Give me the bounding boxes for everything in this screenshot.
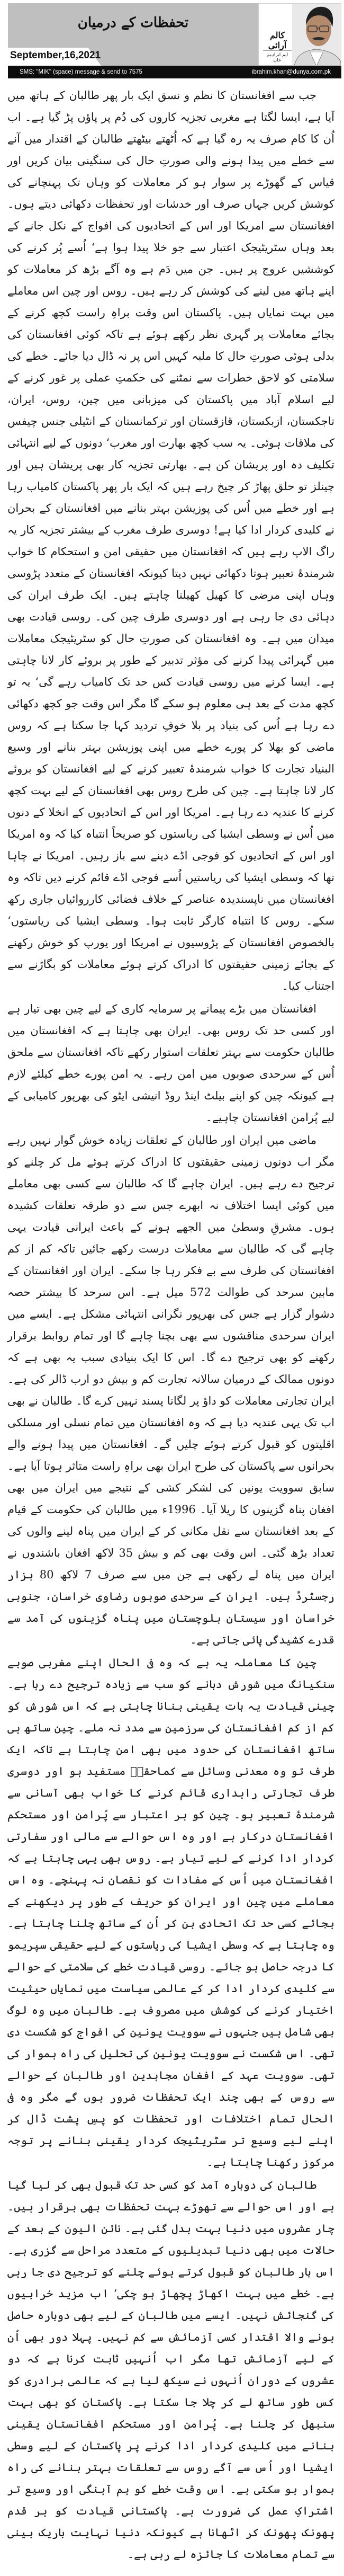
author-portrait-icon — [292, 4, 341, 66]
article-body — [0, 75, 344, 2576]
column-title: تحفظات کے درمیان — [77, 15, 189, 31]
paragraph: جب سے افغانستان کا نظم و نسق ایک بار پھر طالبان کے ہاتھ میں آیا ہے، ایسا لگتا ہے مغربی تجزیہ کاروں کی دُم پر پاؤں پڑ گیا ہے۔ اب اُن کا کام صرف یہ رہ گیا ہے کہ اُٹھتے بیٹھتے طالبان کے اقتدار میں آنے سے خطے میں پیدا ہونے والی صورتِ حال کی سنگینی بیان کریں اور قیاس کے گھوڑے پر سوار ہو کر معاملات کو وہاں تک پہنچانے کی کوشش کریں جہاں صرف اور خدشات اور تحفظات دکھائی دیتے ہوں۔ افغانستان سے امریکا اور اس کے اتحادیوں کی افواج کے نکل جانے کے بعد وہاں سٹریٹیجک اعتبار سے جو خلا پیدا ہوا ہے‘ اُسے پُر کرنے کی کوششیں عروج پر ہیں۔ جن میں دَم ہے وہ آگے بڑھ کر معاملات کو اپنے ہاتھ میں لینے کی کوشش کر رہے ہیں۔ روس اور چین اس معاملے میں بہت نمایاں ہیں۔ پاکستان اس وقت براہِ راست کچھ کرنے کے بجائے معاملات پر گہری نظر رکھے ہوئے ہے تاکہ کوئی افغانستان کی بدلی ہوئی صورتِ حال کا ملبہ کہیں اس پر نہ ڈال دیا جائے۔ خطے کی سلامتی کو لاحق خطرات سے نمٹنے کی حکمتِ عملی پر غور کرنے کے لیے اسلام آباد میں پاکستان کی میزبانی میں چین، روس، ایران، تاجکستان، ازبکستان، قازقستان اور ترکمانستان کے انٹیلی جنس چیفس کی ملاقات ہوئی۔ یہ سب کچھ بھارت اور مغرب‘ دونوں کے لیے انتہائی تکلیف دہ اور پریشان کن ہے۔ بھارتی تجزیہ کار بھی پریشان ہیں اور چینلز تو حلق پھاڑ کر چیخ رہے ہیں کہ ایک بار پھر پاکستان کامیاب رہا ہے اور خطے میں اُس کی پوزیشن بہتر بنانے میں افغانستان کے بحران نے کلیدی کردار ادا کیا ہے! دوسری طرف مغرب کے بیشتر تجزیہ کار یہ راگ الاپ رہے ہیں کہ افغانستان میں حقیقی امن و استحکام کا خواب شرمندۂ تعبیر ہوتا دکھائی نہیں دیتا کیونکہ افغانستان کے متعدد پڑوسی وہاں اپنی مرضی کا کھیل کھیلنا چاہتے ہیں۔ ایک طرف ایران کی دہائی دی جا رہی ہے اور دوسری طرف چین کی۔ روسی قیادت بھی میدان میں ہے۔ وہ افغانستان کی صورتِ حال کو سٹریٹیجک معاملات میں گہرائی پیدا کرنے کی مؤثر تدبیر کے طور پر بروئے کار لانا چاہتی ہے۔ ایسا کرنے میں روسی قیادت کس حد تک کامیاب رہے گی‘ یہ تو کچھ مدت کے بعد ہی معلوم ہو سکے گا مگر اس وقت جو کچھ دکھائی دے رہا ہے اُس کی بنیاد پر بلا خوفِ تردید کہا جا سکتا ہے کہ روس ماضی کو بھلا کر پورے خطے میں اپنی پوزیشن بہتر بنانے اور وسیع البنیاد تجارت کا خواب شرمندۂ تعبیر کرنے کے لیے افغانستان کو بروئے کار لانا چاہتا ہے۔ چین کی طرح روس بھی افغانستان کے لیے بہت کچھ کرنے کا عندیہ دے رہا ہے۔ امریکا اور اس کے اتحادیوں کے انخلا کے دنوں میں اُس نے وسطی ایشیا کی ریاستوں کو صریحاً انتباہ کیا کہ وہ امریکا اور اس کے اتحادیوں کو فوجی اڈے دینے سے باز رہیں۔ امریکا نے چاہا تھا کہ وسطی ایشیا کی ریاستیں اُسے فوجی اڈے قائم کرنے دیں تاکہ وہ افغانستان میں ناپسندیدہ عناصر کے خلاف فضائی کارروائیاں جاری رکھ سکے۔ روس کا انتباہ کارگر ثابت ہوا۔ وسطی ایشیا کی ریاستوں‘ بالخصوص افغانستان کے پڑوسیوں نے امریکا اور یورپ کو خوش رکھنے کے بجائے زمینی حقیقتوں کا ادراک کرتے ہوئے معاملات کو بگاڑنے سے اجتناب کیا۔ — [7, 89, 334, 992]
brand-divider — [263, 50, 292, 51]
sms-instructions: SMS: "MIK" (space) message & send to 7575 — [20, 69, 142, 75]
column-header — [4, 3, 340, 78]
author-email[interactable]: ibrahim.khan@dunya.com.pk — [251, 69, 331, 75]
publish-date: September,16,2021 — [10, 50, 101, 61]
paragraph: چین کا معاملہ یہ ہے کہ وہ فی الحال اپنے مغربی صوبے سنکیانگ میں شورش دبانے کو سب سے زیادہ ترجیح دے رہا ہے۔ چینی قیادت یہ بات یقینی بنانا چاہتی ہے کہ اس شورش کو کم از کم افغانستان کی سرزمین سے مدد نہ ملے۔ چین ساتھ ہی ساتھ افغانستان کی حدود میں بھی امن چاہتا ہے تاکہ ایک طرف تو وہ معدنی وسائل سے کماحقہٗ مستفید ہو اور دوسری طرف تجارتی راہداری قائم کرنے کا خواب بھی آسانی سے شرمندۂ تعبیر ہو۔ چین کو ہر اعتبار سے پُرامن اور مستحکم افغانستان درکار ہے اور وہ اس حوالے سے مالی اور سفارتی کردار ادا کرنے کے لیے تیار ہے۔ روس بھی یہی چاہتا ہے کہ افغانستان میں اُس کے مفادات کو نقصان نہ پہنچے۔ وہ اس معاملے میں چین اور ایران کو حریف کے طور پر دیکھنے کے بجائے کسی حد تک اتحادی بن کر اُن کے ساتھ چلنا چاہتا ہے۔ وہ چاہتا ہے کہ وسطی ایشیا کی ریاستوں کے لیے حقیقی سپریمو کا درجہ حاصل ہو جائے۔ روسی قیادت خطے کی سلامتی کے حوالے سے کلیدی کردار ادا کر کے عالمی سیاست میں نمایاں حیثیت اختیار کرنے کی کوشش میں مصروف ہے۔ طالبان میں وہ لوگ بھی شامل ہیں جنہوں نے سوویت یونین کی افواج کو شکست دی تھی۔ اس شکست نے سوویت یونین کی تحلیل کی راہ ہموار کی تھی۔ سوویت عہد کے افغان مجاہدین اور طالبان کے حوالے سے روس کے بھی چند ایک تحفظات ضرور ہوں گے مگر وہ فی الحال تمام اختلافات اور تحفظات کو پسِ پشت ڈال کر اپنے لیے وسیع تر سٹریٹیجک کردار یقینی بنانے پر توجہ مرکوز رکھنا چاہتا ہے۔ — [7, 1656, 334, 2169]
paragraph: افغانستان میں بڑے پیمانے پر سرمایہ کاری کے لیے چین بھی تیار ہے اور کسی حد تک روس بھی۔ ایران بھی چاہتا ہے کہ افغانستان میں طالبان حکومت سے بہتر تعلقات استوار رکھے تاکہ افغانستان سے ملحق اُس کے سرحدی صوبوں میں امن رہے۔ یہ امن پورے خطے کیلئے لازم ہے کیونکہ چین کو اپنے بیلٹ اینڈ روڈ انیشی ایٹو کی بھرپور کامیابی کے لیے پُرامن افغانستان چاہیے۔ — [7, 1002, 334, 1124]
author-name: ایم ابراہیم خان — [266, 52, 288, 63]
column-brand-logo: کالم آرائی — [268, 30, 287, 50]
paragraph: طالبان کی دوبارہ آمد کو کسی حد تک قبول بھی کر لیا گیا ہے اور اس حوالے سے تھوڑے بہت تحفظات بھی برقرار ہیں۔ چار عشروں میں دنیا بہت بدل گئی ہے۔ نائن الیون کے بعد کے حالات میں بھی دنیا تبدیلیوں کے متعدد مراحل سے گزری ہے۔ اس بار طالبان کو قبول کرتے ہوئے چلنے کو ترجیح دی جا رہی ہے۔ خطے میں بہت اکھاڑ پچھاڑ ہو چکی‘ اب مزید خرابیوں کی گنجائش نہیں۔ ایسے میں طالبان کے لیے بھی دوبارہ حاصل ہونے والا اقتدار کسی آزمائش سے کم نہیں۔ پہلا دور بھی اُن کے لیے آزمائش تھا مگر اب اُنہیں ثابت کرنا ہے کہ دو عشروں کے دوران اُنہوں نے سیکھ لیا ہے کہ عالمی برادری کو کس طور ساتھ لے کر چلا جا سکتا ہے۔ پاکستان کو بھی بہت سنبھل کر چلنا ہے۔ پُرامن اور مستحکم افغانستان یقینی بنانے میں کلیدی کردار ادا کرنے پر پاکستان کے لیے وسطی ایشیا اور اُس سے آگے روس سے تعلقات بہتر بنانے کی راہ ہموار ہو سکتی ہے۔ اس وقت خطے کو ہم آہنگی اور وسیع تر اشتراکِ عمل کی ضرورت ہے۔ پاکستانی قیادت کو ہر قدم پھونک پھونک کر اٹھانا ہے کیونکہ دنیا نہایت باریک بینی سے تمام معاملات کا جائزہ لے رہی ہے۔ — [7, 2179, 334, 2561]
columnist-box — [258, 3, 341, 66]
contact-bar — [8, 66, 341, 78]
paragraph: ماضی میں ایران اور طالبان کے تعلقات زیادہ خوش گوار نہیں رہے مگر اب دونوں زمینی حقیقتوں کا ادراک کرتے ہوئے مل کر چلنے کو ترجیح دے رہے ہیں۔ ایران چاہے گا کہ طالبان سے کسی بھی معاملے میں کوئی ایسا اختلاف نہ ابھرے جس سے دو طرفہ تعلقات کشیدہ ہوں۔ مشرقِ وسطیٰ میں الجھے ہونے کے باعث ایرانی قیادت یہی چاہے گی کہ طالبان سے معاملات درست رکھے جائیں تاکہ کم از کم افغانستان کی طرف سے بے فکر رہا جا سکے۔ ایران اور افغانستان کے مابین سرحد کی طوالت 572 میل ہے۔ اس سرحد کا بیشتر حصہ دشوار گزار ہے جس کی بھرپور نگرانی انتہائی مشکل ہے۔ ایسے میں ایران سرحدی مناقشوں سے بھی بچنا چاہے گا اور تمام روابط برقرار رکھنے کو بھی ترجیح دے گا۔ اس کا ایک بنیادی سبب یہ بھی ہے کہ دونوں ممالک کے درمیان سالانہ تجارت کم و بیش دو ارب ڈالر کی ہے۔ ایران تجارتی معاملات کو داؤ پر لگانا پسند نہیں کرے گا۔ طالبان نے بھی اب تک یہی عندیہ دیا ہے کہ وہ افغانستان میں تمام نسلی اور مسلکی اقلیتوں کو قبول کرتے ہوئے چلیں گے۔ افغانستان میں پیدا ہونے والے بحرانوں سے پاکستان کی طرح ایران بھی براہِ راست متاثر ہوتا آیا ہے۔ سابق سوویت یونین کی لشکر کشی کے نتیجے میں ایران میں بھی افغان پناہ گزینوں کا ریلا آیا۔ 1996ء میں طالبان کی حکومت کے قیام کے بعد افغانستان سے نقل مکانی کر کے ایران میں پناہ لینے والوں کی تعداد بڑھ گئی۔ اس وقت بھی کم و بیش 35 لاکھ افغان باشندوں نے ایران میں پناہ لے رکھی ہے جن میں سے صرف 7 لاکھ 80 ہزار رجسٹرڈ ہیں۔ ایران کے سرحدی صوبوں رضاوی خراسان، جنوبی خراسان اور سیستان بلوچستان میں پناہ گزینوں کی آمد سے قدرے کشیدگی پائی جاتی ہے۔ — [7, 1134, 335, 1646]
